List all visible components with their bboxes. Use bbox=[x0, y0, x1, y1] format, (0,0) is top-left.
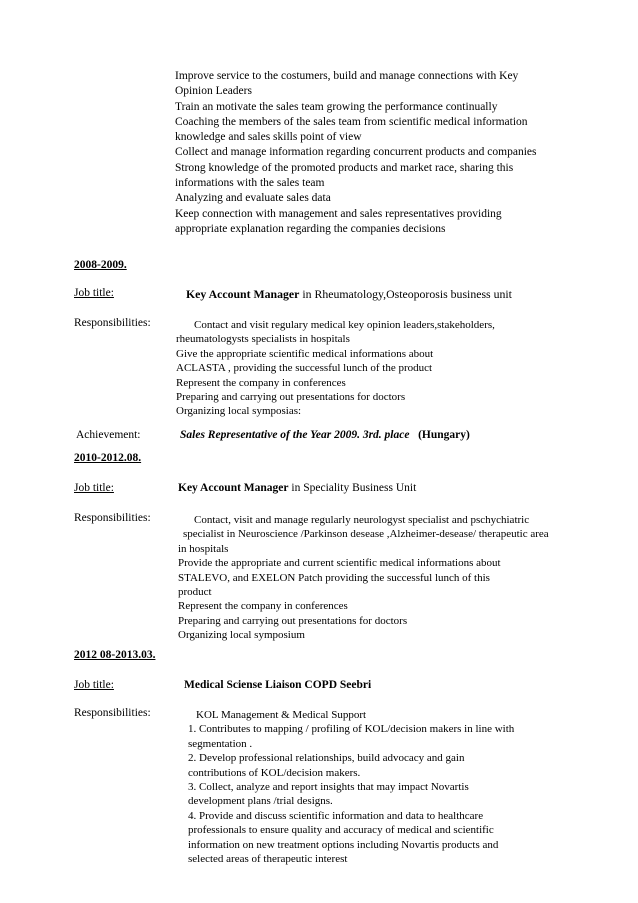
responsibility-item: Represent the company in conferences bbox=[176, 376, 346, 389]
responsibility-item: Organizing local symposias: bbox=[176, 405, 302, 418]
responsibility-item: Give the appropriate scientific medical informations about bbox=[176, 347, 434, 360]
job-title-label: Job title: bbox=[74, 287, 114, 299]
responsibility-item: contributions of KOL/decision makers. bbox=[188, 766, 361, 779]
responsibility-item: STALEVO, and EXELON Patch providing the successful lunch of this bbox=[178, 571, 490, 584]
responsibility-item: 3. Collect, analyze and report insights that may impact Novartis bbox=[188, 781, 469, 794]
job-period: 2008-2009. bbox=[74, 259, 127, 271]
achievement-value bbox=[180, 429, 470, 441]
responsibility-item: professionals to ensure quality and accuracy of medical and scientific bbox=[188, 824, 494, 837]
responsibility-item: 4. Provide and discuss scientific information and data to healthcare bbox=[188, 809, 484, 822]
responsibility-item: specialist in Neuroscience /Parkinson desease ,Alzheimer-desease/ therapeutic area bbox=[183, 528, 549, 541]
responsibility-item: KOL Management & Medical Support bbox=[196, 709, 367, 721]
duty-line: knowledge and sales skills point of view bbox=[175, 131, 362, 144]
job-title-value bbox=[178, 482, 416, 494]
responsibility-item: selected areas of therapeutic interest bbox=[188, 853, 348, 866]
duty-line: Improve service to the costumers, build and manage connections with Key bbox=[175, 70, 519, 82]
job-title-bold: Key Account Manager bbox=[186, 287, 300, 301]
job-section-2008 bbox=[74, 259, 614, 441]
job-title-value bbox=[184, 679, 371, 691]
responsibility-item: in hospitals bbox=[178, 542, 229, 555]
responsibility-item: Contact, visit and manage regularly neurologyst specialist and pschychiatric bbox=[194, 514, 530, 526]
achievement-country: (Hungary) bbox=[418, 429, 470, 441]
responsibilities-label: Responsibilities: bbox=[74, 317, 151, 329]
job-title-rest: in Speciality Business Unit bbox=[288, 482, 417, 494]
job-period: 2012 08-2013.03. bbox=[74, 649, 156, 661]
responsibility-item: Contact and visit regulary medical key opinion leaders,stakeholders, bbox=[194, 319, 495, 331]
job-section-2012 bbox=[74, 649, 614, 866]
responsibilities-label: Responsibilities: bbox=[74, 512, 151, 524]
responsibility-item: Organizing local symposium bbox=[178, 629, 305, 642]
job-title-value bbox=[186, 287, 512, 302]
responsibilities-list bbox=[188, 708, 514, 866]
job-title-label: Job title: bbox=[74, 679, 114, 691]
job-section-2010 bbox=[74, 452, 614, 642]
job-title-bold: Key Account Manager bbox=[178, 482, 289, 494]
responsibility-item: 1. Contributes to mapping / profiling of KOL/decision makers in line with bbox=[188, 723, 515, 736]
job-title-label: Job title: bbox=[74, 482, 114, 494]
responsibility-item: development plans /trial designs. bbox=[188, 795, 333, 808]
responsibility-item: information on new treatment options including Novartis products and bbox=[188, 838, 499, 851]
duty-line: Collect and manage information regarding concurrent products and companies bbox=[175, 146, 537, 159]
responsibilities-list bbox=[176, 318, 495, 419]
duty-line: Train an motivate the sales team growing the performance continually bbox=[175, 100, 498, 113]
duty-line: Coaching the members of the sales team from scientific medical information bbox=[175, 115, 528, 128]
responsibility-item: 2. Develop professional relationships, build advocacy and gain bbox=[188, 752, 465, 765]
duty-line: Keep connection with management and sales representatives providing bbox=[175, 207, 502, 220]
duty-line: Opinion Leaders bbox=[175, 85, 252, 98]
achievement-text: Sales Representative of the Year 2009. 3rd. place bbox=[180, 429, 410, 441]
duty-line: Analyzing and evaluate sales data bbox=[175, 192, 331, 205]
responsibility-item: segmentation . bbox=[188, 737, 253, 750]
responsibility-item: rheumatologysts specialists in hospitals bbox=[176, 333, 350, 346]
job-title-bold: Medical Sciense Liaison COPD Seebri bbox=[184, 679, 372, 691]
responsibility-item: ACLASTA , providing the successful lunch of the product bbox=[176, 362, 433, 375]
responsibility-item: product bbox=[178, 586, 212, 599]
duty-line: Strong knowledge of the promoted products and market race, sharing this bbox=[175, 161, 514, 174]
responsibility-item: Represent the company in conferences bbox=[178, 600, 348, 613]
responsibility-item: Preparing and carrying out presentations for doctors bbox=[178, 614, 408, 627]
job-period: 2010-2012.08. bbox=[74, 452, 142, 464]
duty-line: appropriate explanation regarding the companies decisions bbox=[175, 222, 446, 235]
job-title-rest: in Rheumatology,Osteoporosis business unit bbox=[299, 287, 512, 301]
responsibility-item: Provide the appropriate and current scientific medical informations about bbox=[178, 557, 501, 570]
previous-role-duties bbox=[175, 69, 595, 237]
responsibility-item: Preparing and carrying out presentations for doctors bbox=[176, 391, 406, 404]
duty-line: informations with the sales team bbox=[175, 177, 325, 190]
responsibilities-label: Responsibilities: bbox=[74, 707, 151, 719]
achievement-label: Achievement: bbox=[76, 429, 141, 441]
responsibilities-list bbox=[178, 513, 549, 643]
